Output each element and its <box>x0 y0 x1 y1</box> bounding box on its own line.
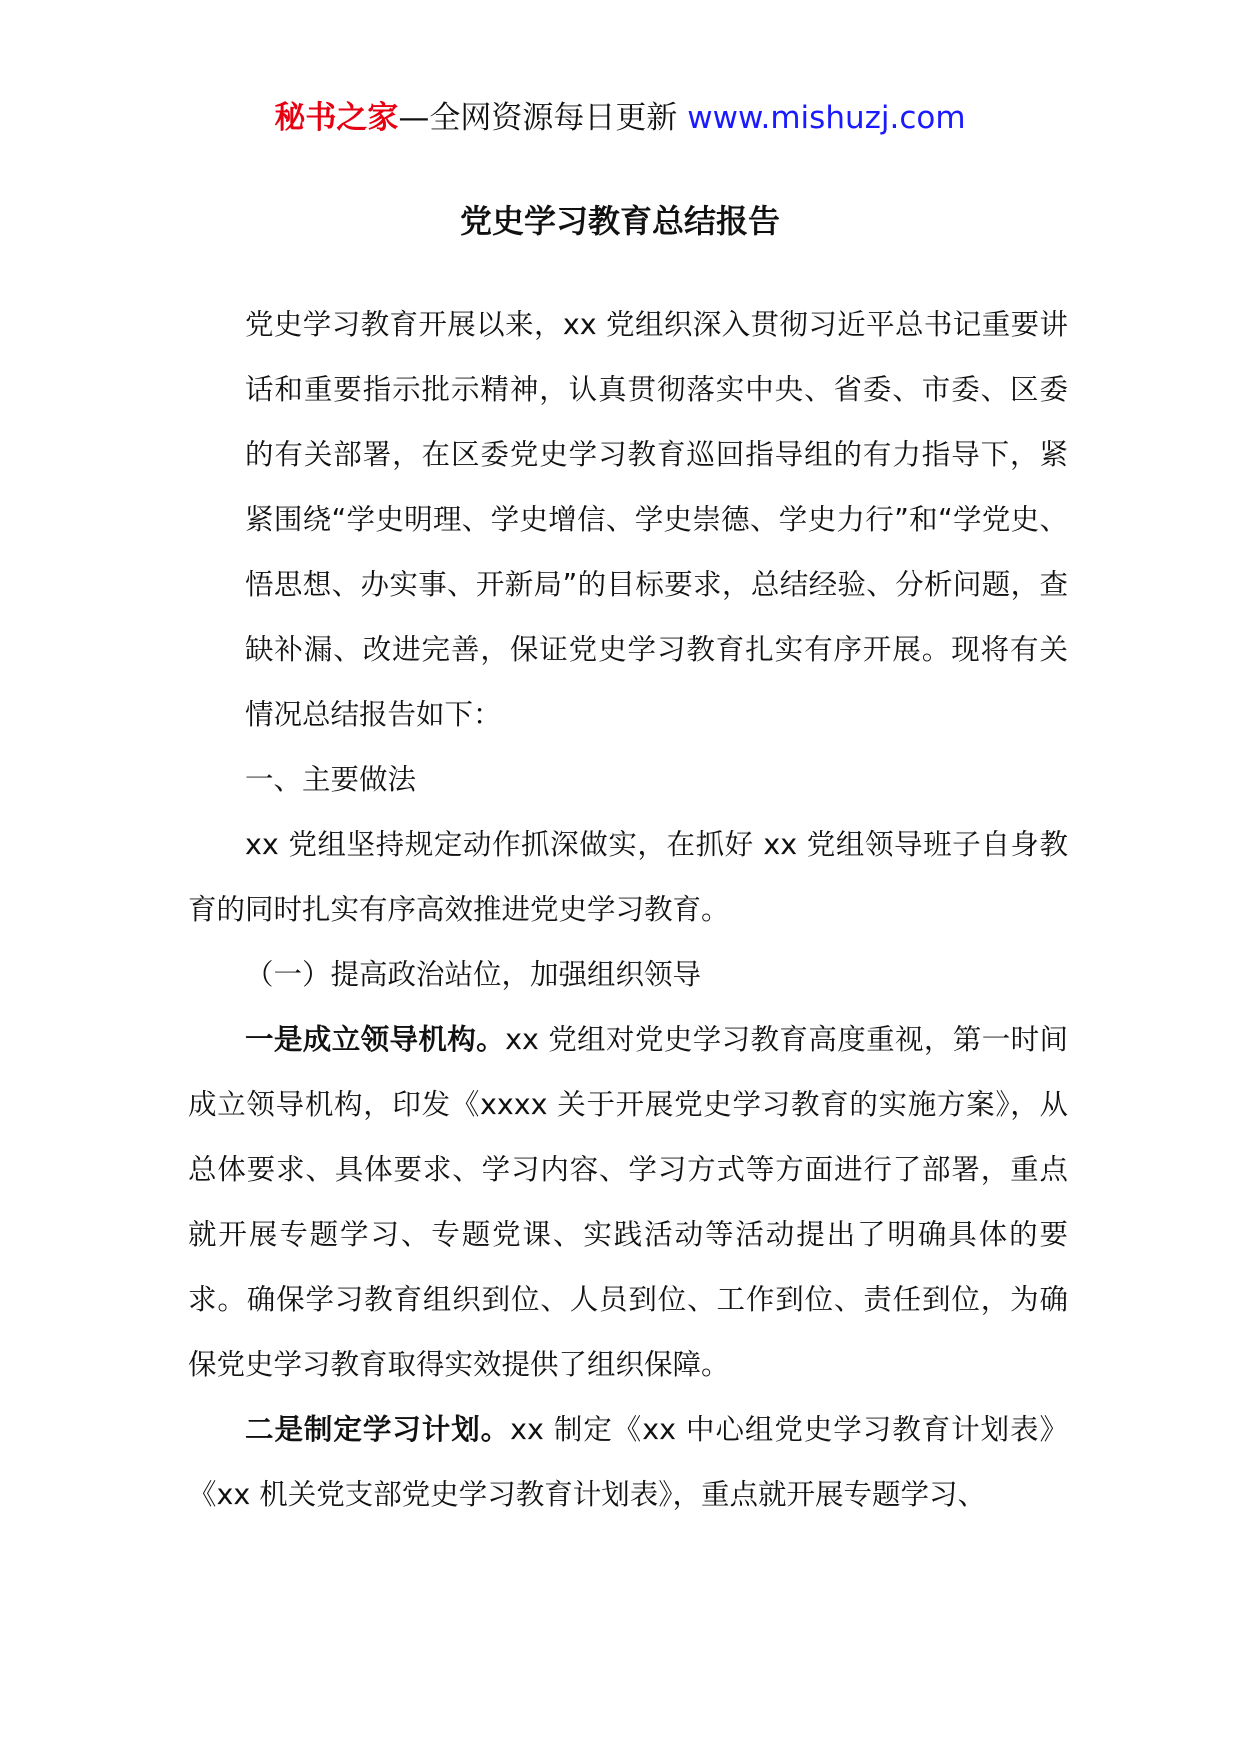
body-paragraph-text: xx 党组坚持规定动作抓深做实，在抓好 xx 党组领导班子自身教育的同时扎实有序高效推进党史学习教育。 <box>188 828 1068 926</box>
site-slogan: —全网资源每日更新 <box>398 100 688 136</box>
body-paragraph <box>188 1007 1068 1397</box>
body-paragraph <box>188 812 1068 942</box>
body-paragraph <box>188 1397 1068 1527</box>
body-paragraph-text: xx 制定《xx 中心组党史学习教育计划表》《xx 机关党支部党史学习教育计划表》，重点就开展专题学习、 <box>188 1413 1068 1511</box>
subsection-heading-text: （一）提高政治站位，加强组织领导 <box>245 958 702 991</box>
subsection-heading <box>188 942 1068 1007</box>
intro-paragraph <box>188 292 1068 747</box>
intro-paragraph-text: 党史学习教育开展以来，xx 党组织深入贯彻习近平总书记重要讲话和重要指示批示精神，认真贯彻落实中央、省委、市委、区委的有关部署，在区委党史学习教育巡回指导组的有力指导下，紧紧围绕“学史明理、学史增信、学史崇德、学史力行”和“学党史、悟思想、办实事、开新局”的目标要求，总结经验、分析问题，查缺补漏、改进完善，保证党史学习教育扎实有序开展。现将有关情况总结报告如下： <box>245 308 1068 731</box>
site-brand: 秘书之家 <box>274 100 399 136</box>
site-url-link[interactable]: www.mishuzj.com <box>687 100 966 136</box>
section-heading <box>188 747 1068 812</box>
document-body <box>188 292 1068 1527</box>
paragraph-lead: 一是成立领导机构。 <box>245 1023 506 1056</box>
section-heading-text: 一、主要做法 <box>245 763 417 796</box>
document-title: 党史学习教育总结报告 <box>459 202 780 240</box>
body-paragraph-text: xx 党组对党史学习教育高度重视，第一时间成立领导机构，印发《xxxx 关于开展党史学习教育的实施方案》，从总体要求、具体要求、学习内容、学习方式等方面进行了部署，重点就开展专题学习、专题党课、实践活动等活动提出了明确具体的要求。确保学习教育组织到位、人员到位、工作到位、责任到位，为确保党史学习教育取得实效提供了组织保障。 <box>188 1023 1068 1381</box>
paragraph-lead: 二是制定学习计划。 <box>245 1413 511 1446</box>
site-header <box>0 96 1240 140</box>
